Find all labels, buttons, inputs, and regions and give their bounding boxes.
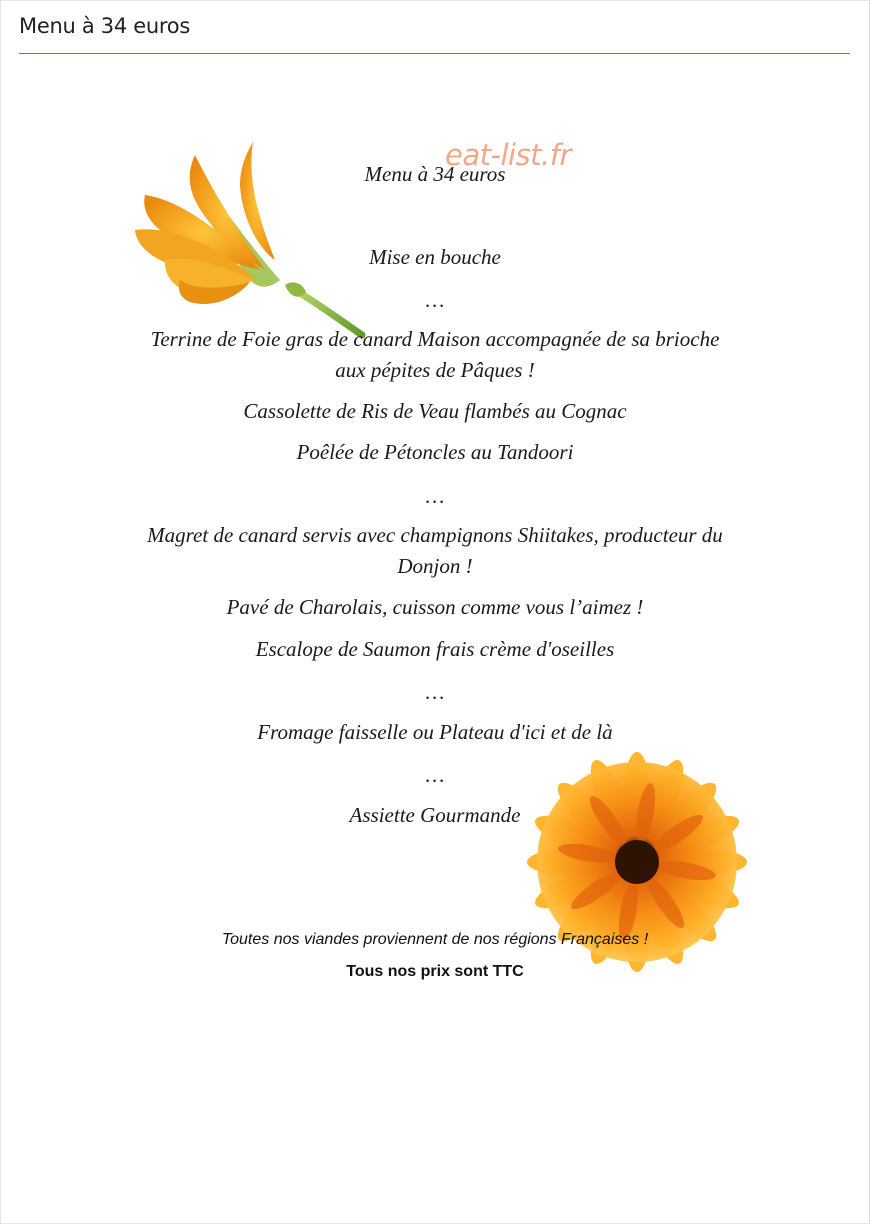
menu-separator: …: [425, 680, 445, 704]
menu-line: Terrine de Foie gras de canard Maison accompagnée de sa brioche: [150, 327, 720, 351]
watermark-text: eat-list.fr: [445, 138, 571, 172]
menu-title: Menu à 34 euros: [364, 162, 506, 186]
menu-line: Magret de canard servis avec champignons Shiitakes, producteur du: [147, 523, 723, 547]
menu-line: Pavé de Charolais, cuisson comme vous l’aimez !: [226, 595, 644, 619]
menu-line: Cassolette de Ris de Veau flambés au Cognac: [243, 399, 627, 423]
menu-line: Mise en bouche: [369, 245, 501, 269]
menu-line: Poêlée de Pétoncles au Tandoori: [296, 440, 574, 464]
menu-line: Assiette Gourmande: [349, 803, 521, 827]
menu-separator: …: [425, 484, 445, 508]
menu-separator: …: [425, 763, 445, 787]
page-title: Menu à 34 euros: [19, 14, 190, 38]
menu-separator: …: [425, 288, 445, 312]
menu-line: Escalope de Saumon frais crème d'oseilles: [255, 637, 615, 661]
header-divider: [19, 53, 850, 54]
origin-note: Toutes nos viandes proviennent de nos régions Françaises !: [221, 931, 649, 948]
menu-line: aux pépites de Pâques !: [335, 358, 535, 382]
menu-line: Fromage faisselle ou Plateau d'ici et de là: [257, 720, 613, 744]
prices-note: Tous nos prix sont TTC: [346, 963, 524, 980]
menu-line: Donjon !: [397, 554, 473, 578]
